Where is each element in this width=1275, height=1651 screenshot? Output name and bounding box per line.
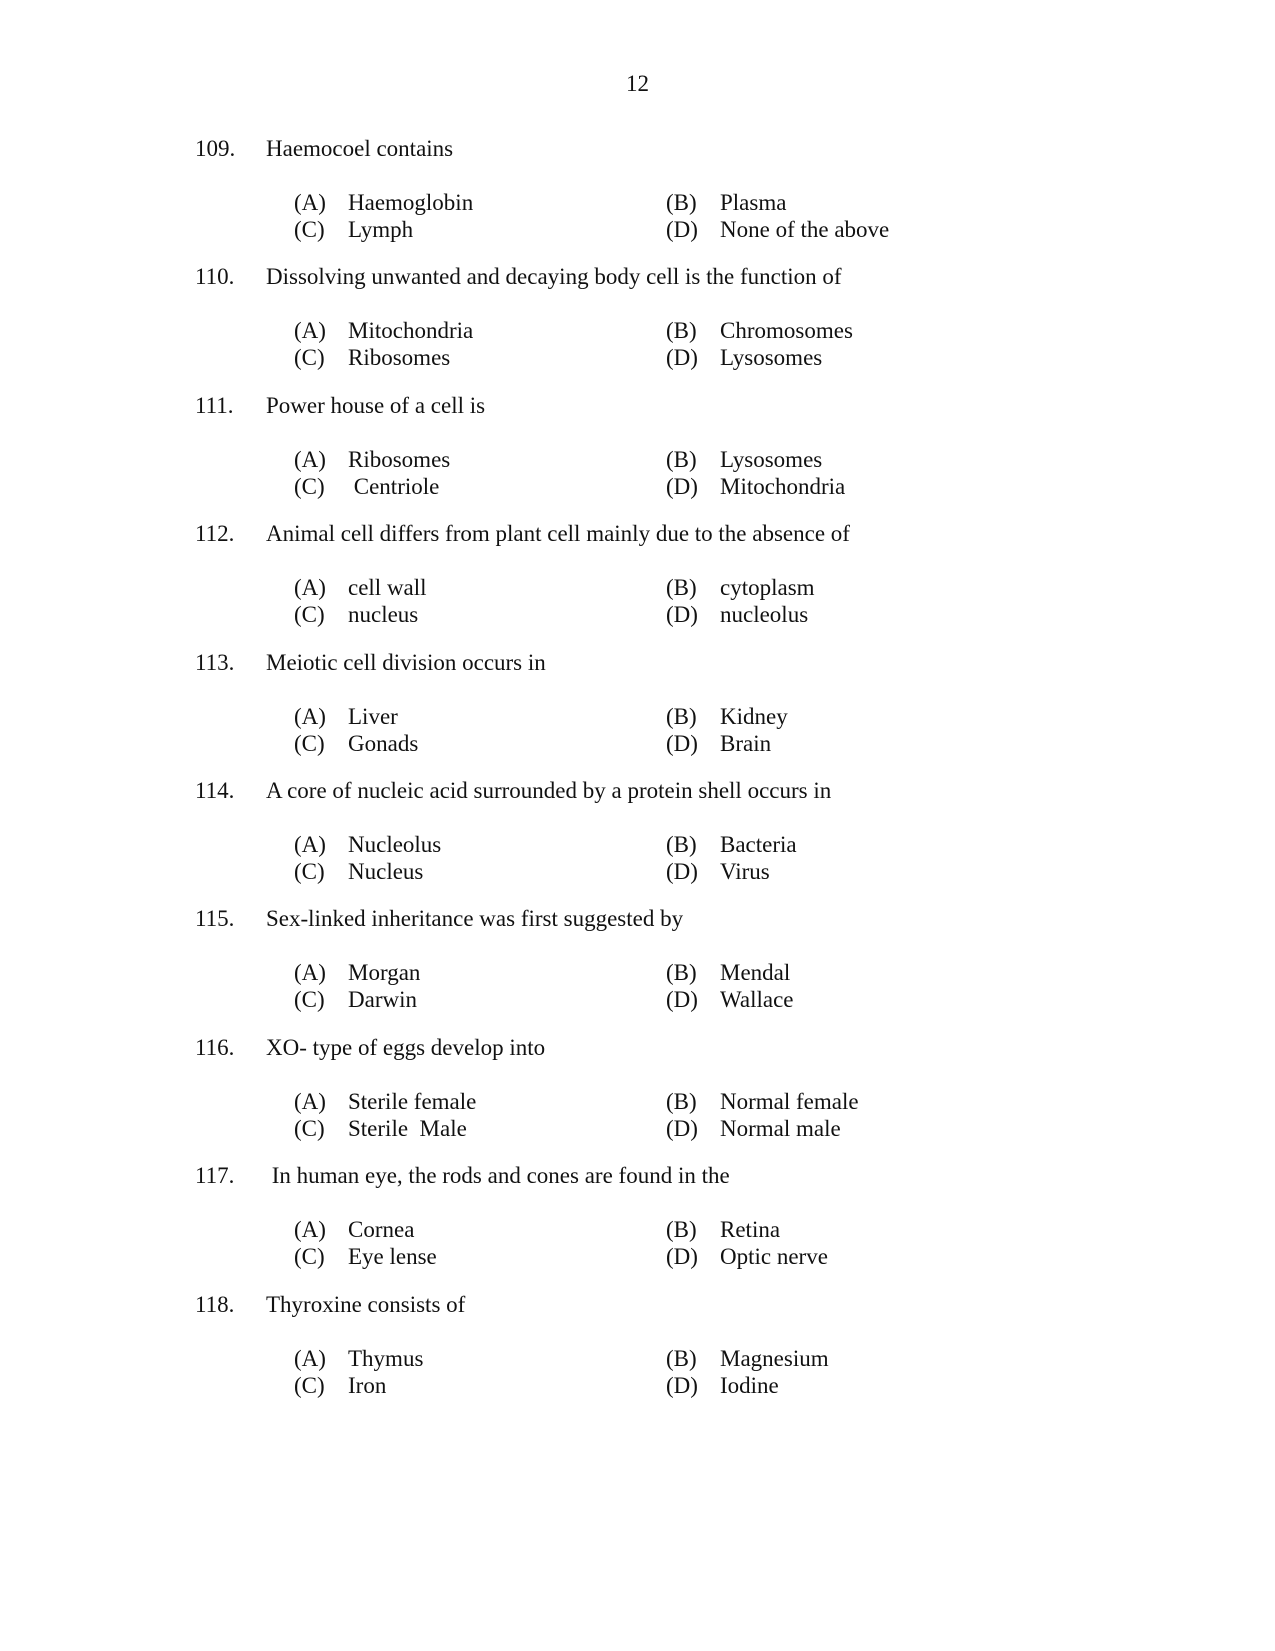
option-text: Magnesium [720, 1346, 829, 1371]
option-text: Cornea [348, 1217, 415, 1242]
option-text: Eye lense [348, 1244, 437, 1269]
option-letter: (C) [294, 345, 325, 370]
option-text: Nucleus [348, 859, 424, 884]
option-text: Morgan [348, 960, 421, 985]
option-text: Lymph [348, 217, 414, 242]
option-text: Thymus [348, 1346, 424, 1371]
question-number: 111. [195, 393, 234, 418]
question-block [0, 135, 1275, 265]
option-text: Sterile Male [348, 1116, 467, 1141]
question-number: 117. [195, 1163, 235, 1188]
option-letter: (A) [294, 575, 326, 600]
question-text: Meiotic cell division occurs in [266, 650, 546, 675]
question-block [0, 649, 1275, 779]
option-letter: (D) [666, 602, 698, 627]
option-letter: (D) [666, 1116, 698, 1141]
option-letter: (C) [294, 602, 325, 627]
option-text: Haemoglobin [348, 190, 474, 215]
option-text: Retina [720, 1217, 781, 1242]
option-letter: (B) [666, 1346, 697, 1371]
question-number: 110. [195, 264, 235, 289]
option-text: Mitochondria [720, 474, 846, 499]
option-letter: (C) [294, 217, 325, 242]
option-text: None of the above [720, 217, 890, 242]
question-text: In human eye, the rods and cones are found in the [266, 1163, 730, 1188]
option-letter: (C) [294, 1373, 325, 1398]
option-text: Sterile female [348, 1089, 477, 1114]
question-block [0, 263, 1275, 393]
option-letter: (B) [666, 447, 697, 472]
question-text: Power house of a cell is [266, 393, 486, 418]
option-letter: (D) [666, 1244, 698, 1269]
question-block [0, 520, 1275, 650]
option-text: Iron [348, 1373, 387, 1398]
question-text: Animal cell differs from plant cell mainly due to the absence of [266, 521, 850, 546]
option-letter: (C) [294, 1244, 325, 1269]
question-number: 112. [195, 521, 235, 546]
option-letter: (B) [666, 190, 697, 215]
question-block [0, 905, 1275, 1035]
option-letter: (A) [294, 1346, 326, 1371]
option-letter: (D) [666, 987, 698, 1012]
question-block [0, 392, 1275, 522]
option-letter: (D) [666, 217, 698, 242]
option-letter: (A) [294, 1217, 326, 1242]
option-letter: (A) [294, 960, 326, 985]
question-number: 116. [195, 1035, 235, 1060]
option-letter: (A) [294, 1089, 326, 1114]
question-text: Dissolving unwanted and decaying body cell is the function of [266, 264, 842, 289]
option-letter: (D) [666, 731, 698, 756]
option-letter: (B) [666, 832, 697, 857]
option-text: Iodine [720, 1373, 779, 1398]
option-letter: (A) [294, 832, 326, 857]
option-text: Darwin [348, 987, 417, 1012]
question-block [0, 777, 1275, 907]
option-text: Gonads [348, 731, 419, 756]
option-letter: (C) [294, 731, 325, 756]
page-number: 12 [626, 71, 649, 96]
option-letter: (B) [666, 318, 697, 343]
question-text: Sex-linked inheritance was first suggested by [266, 906, 684, 931]
question-number: 113. [195, 650, 235, 675]
option-letter: (A) [294, 190, 326, 215]
option-letter: (B) [666, 575, 697, 600]
option-text: cell wall [348, 575, 427, 600]
question-number: 115. [195, 906, 235, 931]
option-letter: (B) [666, 704, 697, 729]
question-block [0, 1034, 1275, 1164]
question-text: Thyroxine consists of [266, 1292, 466, 1317]
option-text: Bacteria [720, 832, 797, 857]
option-text: Lysosomes [720, 447, 823, 472]
question-text: Haemocoel contains [266, 136, 454, 161]
option-letter: (A) [294, 318, 326, 343]
option-text: Nucleolus [348, 832, 442, 857]
option-text: Ribosomes [348, 345, 451, 370]
option-text: Centriole [348, 474, 440, 499]
option-text: Chromosomes [720, 318, 853, 343]
option-text: Kidney [720, 704, 788, 729]
question-number: 114. [195, 778, 235, 803]
option-letter: (D) [666, 859, 698, 884]
option-text: nucleus [348, 602, 419, 627]
question-text: A core of nucleic acid surrounded by a protein shell occurs in [266, 778, 832, 803]
option-text: Lysosomes [720, 345, 823, 370]
option-text: Normal female [720, 1089, 859, 1114]
option-text: Brain [720, 731, 772, 756]
option-text: Normal male [720, 1116, 841, 1141]
option-text: cytoplasm [720, 575, 815, 600]
option-letter: (B) [666, 1217, 697, 1242]
option-text: Virus [720, 859, 770, 884]
option-letter: (A) [294, 447, 326, 472]
option-letter: (B) [666, 960, 697, 985]
question-number: 118. [195, 1292, 235, 1317]
option-letter: (C) [294, 1116, 325, 1141]
option-text: Mitochondria [348, 318, 474, 343]
option-text: Ribosomes [348, 447, 451, 472]
option-letter: (C) [294, 859, 325, 884]
question-block [0, 1291, 1275, 1421]
option-letter: (D) [666, 1373, 698, 1398]
option-letter: (A) [294, 704, 326, 729]
question-number: 109. [195, 136, 236, 161]
option-letter: (C) [294, 987, 325, 1012]
option-text: Wallace [720, 987, 794, 1012]
option-letter: (D) [666, 345, 698, 370]
option-text: Optic nerve [720, 1244, 828, 1269]
option-text: Liver [348, 704, 398, 729]
question-text: XO- type of eggs develop into [266, 1035, 546, 1060]
option-letter: (B) [666, 1089, 697, 1114]
question-block [0, 1162, 1275, 1292]
option-text: Plasma [720, 190, 787, 215]
option-letter: (C) [294, 474, 325, 499]
option-text: Mendal [720, 960, 791, 985]
option-letter: (D) [666, 474, 698, 499]
option-text: nucleolus [720, 602, 809, 627]
